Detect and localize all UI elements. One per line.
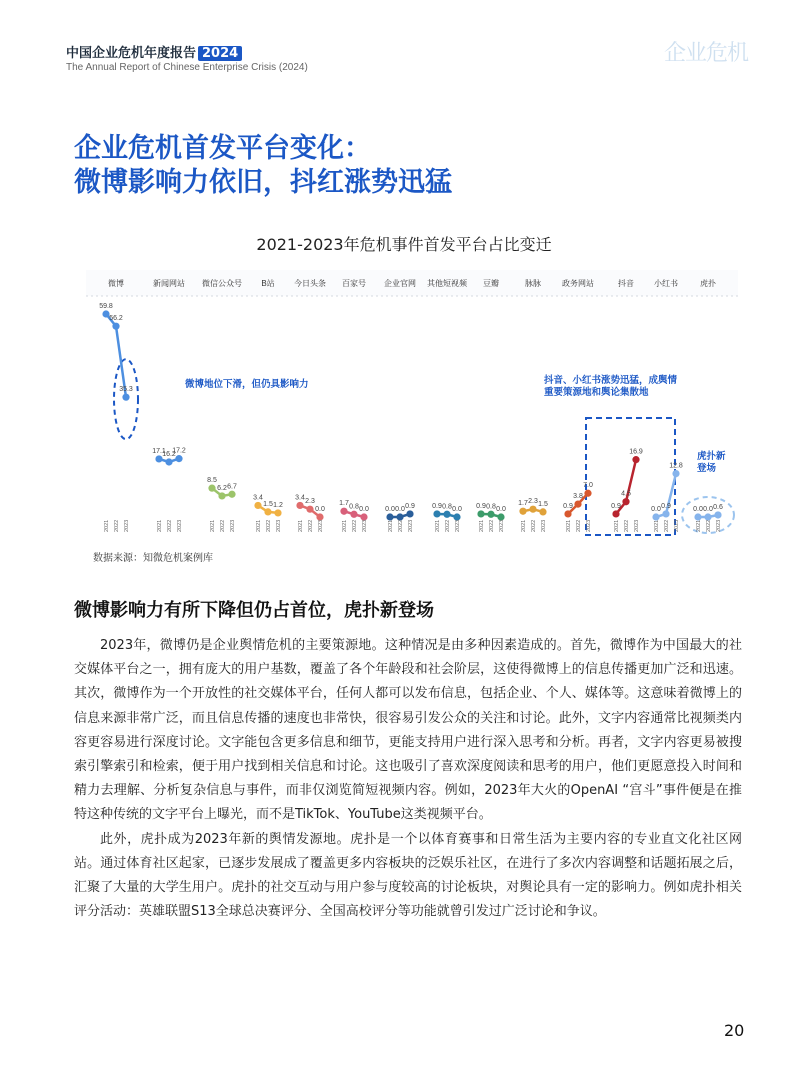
data-point [175, 455, 182, 462]
data-point [218, 492, 225, 499]
year-tick-label: 2021 [566, 519, 572, 532]
annotation-hupu-1: 虎扑新 [697, 451, 726, 462]
data-source-note: 数据来源：知微危机案例库 [93, 553, 213, 564]
category-label: B站 [261, 279, 275, 288]
data-label: 0.9 [661, 502, 671, 510]
data-label: 0.0 [385, 506, 395, 513]
data-label: 0.0 [651, 506, 661, 513]
headline-line-2: 微博影响力依旧，抖红涨势迅猛 [74, 167, 452, 198]
data-label: 3.8 [573, 493, 583, 501]
report-title-text: 中国企业危机年度报告 [66, 46, 197, 61]
year-tick-label: 2022 [531, 519, 537, 532]
data-point [487, 511, 494, 518]
year-tick-label: 2022 [167, 519, 173, 532]
chart-title: 2021-2023年危机事件首发平台占比变迁 [256, 235, 552, 254]
body-text [74, 634, 742, 924]
data-point [165, 458, 172, 465]
data-point [264, 508, 271, 515]
year-tick-label: 2021 [521, 519, 527, 532]
category-label: 新闻网站 [153, 279, 185, 288]
category-label: 小红书 [654, 279, 678, 288]
category-label: 脉脉 [525, 279, 541, 288]
data-label: 1.7 [518, 500, 528, 508]
year-tick-label: 2021 [479, 519, 485, 532]
data-point [453, 513, 460, 520]
year-tick-label: 2023 [318, 519, 324, 532]
data-point [316, 513, 323, 520]
year-tick-label: 2021 [157, 519, 163, 532]
data-label: 1.2 [273, 501, 283, 509]
data-label: 3.4 [253, 494, 263, 502]
paragraph-1: 2023年，微博仍是企业舆情危机的主要策源地。这种情况是由多种因素造成的。首先，微博作为中国最大的社交媒体平台之一，拥有庞大的用户基数，覆盖了各个年龄段和社会阶层，这使得微博上的信息传播更加广泛和迅速。其次，微博作为一个开放性的社交媒体平台，任何人都可以发布信息，包括企业、个人、媒体等。这意味着微博上的信息来源非常广泛，而且信息传播的速度也非常快，很容易引发公众的关注和讨论。此外，文字内容通常比视频类内容更容易进行深度讨论。文字能包含更多信息和细节，更能支持用户进行深入思考和分析。再者，文字内容更易被搜索引擎索引和检索，便于用户找到相关信息和讨论。这也吸引了喜欢深度阅读和思考的用户，他们更愿意投入时间和精力去理解、分析复杂信息与事件，而非仅浏览简短视频内容。例如，2023年大火的OpenAI “宫斗”事件便是在推特这种传统的文字平台上曝光，而不是TikTok、YouTube这类视频平台。 [74, 638, 742, 823]
category-label: 百家号 [342, 279, 366, 288]
data-point [694, 513, 701, 520]
douyin-xhs-highlight [586, 418, 675, 535]
year-tick-label: 2022 [266, 519, 272, 532]
data-point [406, 510, 413, 517]
brand-logo [662, 26, 752, 72]
data-point [652, 513, 659, 520]
year-tick-label: 2023 [499, 519, 505, 532]
year-tick-label: 2021 [614, 519, 620, 532]
year-tick-label: 2023 [455, 519, 461, 532]
data-label: 4.5 [621, 490, 631, 498]
data-label: 35.3 [119, 386, 133, 394]
data-label: 0.9 [611, 502, 621, 510]
year-tick-label: 2021 [104, 519, 110, 532]
data-label: 0.9 [432, 502, 442, 510]
category-label: 微博 [108, 279, 124, 288]
data-point [632, 456, 639, 463]
annotation-hupu-2: 登场 [697, 463, 717, 474]
data-point [296, 502, 303, 509]
year-tick-label: 2022 [114, 519, 120, 532]
category-label: 豆瓣 [483, 279, 499, 288]
year-badge: 2024 [198, 46, 242, 61]
year-tick-label: 2021 [388, 519, 394, 532]
data-point [672, 470, 679, 477]
data-label: 0.0 [395, 506, 405, 513]
annotation-douyin-xhs-1: 抖音、小红书涨势迅猛，成舆情 [544, 375, 678, 386]
year-tick-label: 2023 [408, 519, 414, 532]
year-tick-label: 2022 [706, 519, 712, 532]
paragraph-2: 此外，虎扑成为2023年新的舆情发源地。虎扑是一个以体育赛事和日常生活为主要内容的专业直文化社区网站。通过体育社区起家，已逐步发展成了覆盖更多内容板块的泛娱乐社区，在进行了多次内容调整和话题拓展之后，汇聚了大量的大学生用户。虎扑的社交互动与用户参与度较高的讨论板块，对舆论具有一定的影响力。例如虎扑相关评分活动：英雄联盟S13全球总决赛评分、全国高校评分等功能就曾引发过广泛讨论和争议。 [74, 831, 742, 920]
data-label: 0.8 [442, 503, 452, 511]
year-tick-label: 2023 [276, 519, 282, 532]
year-tick-label: 2022 [624, 519, 630, 532]
data-label: 0.9 [476, 502, 486, 510]
data-label: 56.2 [109, 315, 123, 323]
category-label: 其他短视频 [427, 279, 467, 288]
data-point [519, 508, 526, 515]
data-point [340, 508, 347, 515]
year-tick-label: 2021 [256, 519, 262, 532]
data-point [360, 513, 367, 520]
category-label: 企业官网 [384, 279, 416, 288]
annotation-weibo: 微博地位下滑，但仍具影响力 [185, 379, 309, 390]
data-point [477, 510, 484, 517]
data-point [584, 490, 591, 497]
report-title [66, 42, 242, 61]
data-label: 16.2 [162, 451, 176, 459]
data-label: 1.7 [339, 500, 349, 508]
data-point [274, 509, 281, 516]
page-headline [74, 132, 452, 200]
year-tick-label: 2021 [210, 519, 216, 532]
year-tick-label: 2022 [352, 519, 358, 532]
data-label: 16.9 [629, 448, 643, 456]
data-label: 17.1 [152, 447, 166, 455]
data-point [497, 513, 504, 520]
year-tick-label: 2022 [576, 519, 582, 532]
data-point [386, 513, 393, 520]
logo-text: 企业危机 [664, 41, 749, 66]
data-label: 0.0 [693, 506, 703, 513]
category-label: 微信公众号 [202, 279, 242, 288]
data-point [112, 323, 119, 330]
data-label: 0.0 [359, 506, 369, 513]
data-label: 0.9 [405, 502, 415, 510]
category-label: 今日头条 [294, 279, 326, 288]
report-subtitle: The Annual Report of Chinese Enterprise Crisis (2024) [66, 62, 308, 73]
annotation-douyin-xhs-2: 重要策源地和舆论集散地 [544, 387, 649, 398]
data-label: 2.3 [305, 498, 315, 506]
data-label: 1.5 [263, 500, 273, 508]
data-label: 0.0 [452, 506, 462, 513]
data-label: 2.3 [528, 498, 538, 506]
year-tick-label: 2023 [674, 519, 680, 532]
year-tick-label: 2023 [177, 519, 183, 532]
data-point [662, 510, 669, 517]
data-point [622, 498, 629, 505]
category-label: 政务网站 [562, 279, 594, 288]
data-point [396, 513, 403, 520]
data-label: 7.0 [583, 482, 593, 490]
data-point [714, 511, 721, 518]
year-tick-label: 2021 [696, 519, 702, 532]
year-tick-label: 2023 [716, 519, 722, 532]
data-label: 17.2 [172, 447, 186, 455]
category-label: 抖音 [618, 279, 634, 288]
data-point [612, 510, 619, 517]
data-point [228, 491, 235, 498]
page-number: 20 [724, 1021, 745, 1040]
year-tick-label: 2022 [489, 519, 495, 532]
data-point [704, 513, 711, 520]
data-label: 3.4 [295, 494, 305, 502]
data-point [539, 508, 546, 515]
data-label: 6.7 [227, 483, 237, 491]
category-label: 虎扑 [700, 279, 716, 288]
data-point [529, 506, 536, 513]
year-tick-label: 2021 [342, 519, 348, 532]
data-point [443, 511, 450, 518]
data-point [122, 394, 129, 401]
data-label: 0.8 [349, 503, 359, 511]
year-tick-label: 2021 [654, 519, 660, 532]
data-label: 0.0 [496, 506, 506, 513]
data-label: 1.5 [538, 500, 548, 508]
data-point [574, 501, 581, 508]
data-point [208, 485, 215, 492]
data-label: 0.8 [486, 503, 496, 511]
data-point [254, 502, 261, 509]
data-label: 12.8 [669, 462, 683, 470]
year-tick-label: 2023 [541, 519, 547, 532]
year-tick-label: 2023 [362, 519, 368, 532]
year-tick-label: 2022 [445, 519, 451, 532]
year-tick-label: 2023 [586, 519, 592, 532]
year-tick-label: 2022 [220, 519, 226, 532]
data-label: 0.0 [703, 506, 713, 513]
year-tick-label: 2021 [298, 519, 304, 532]
data-point [306, 506, 313, 513]
data-label: 6.2 [217, 484, 227, 492]
data-label: 0.6 [713, 503, 723, 511]
platform-share-chart [86, 268, 738, 546]
data-label: 8.5 [207, 477, 217, 485]
year-tick-label: 2022 [664, 519, 670, 532]
year-tick-label: 2023 [230, 519, 236, 532]
data-label: 0.0 [315, 506, 325, 513]
data-point [433, 510, 440, 517]
year-tick-label: 2022 [308, 519, 314, 532]
year-tick-label: 2023 [124, 519, 130, 532]
year-tick-label: 2021 [435, 519, 441, 532]
year-tick-label: 2022 [398, 519, 404, 532]
section-title: 微博影响力有所下降但仍占首位，虎扑新登场 [74, 600, 434, 621]
headline-line-1: 企业危机首发平台变化： [74, 133, 371, 164]
data-label: 59.8 [99, 303, 113, 310]
year-tick-label: 2023 [634, 519, 640, 532]
data-label: 0.9 [563, 502, 573, 510]
data-point [350, 511, 357, 518]
data-point [564, 510, 571, 517]
